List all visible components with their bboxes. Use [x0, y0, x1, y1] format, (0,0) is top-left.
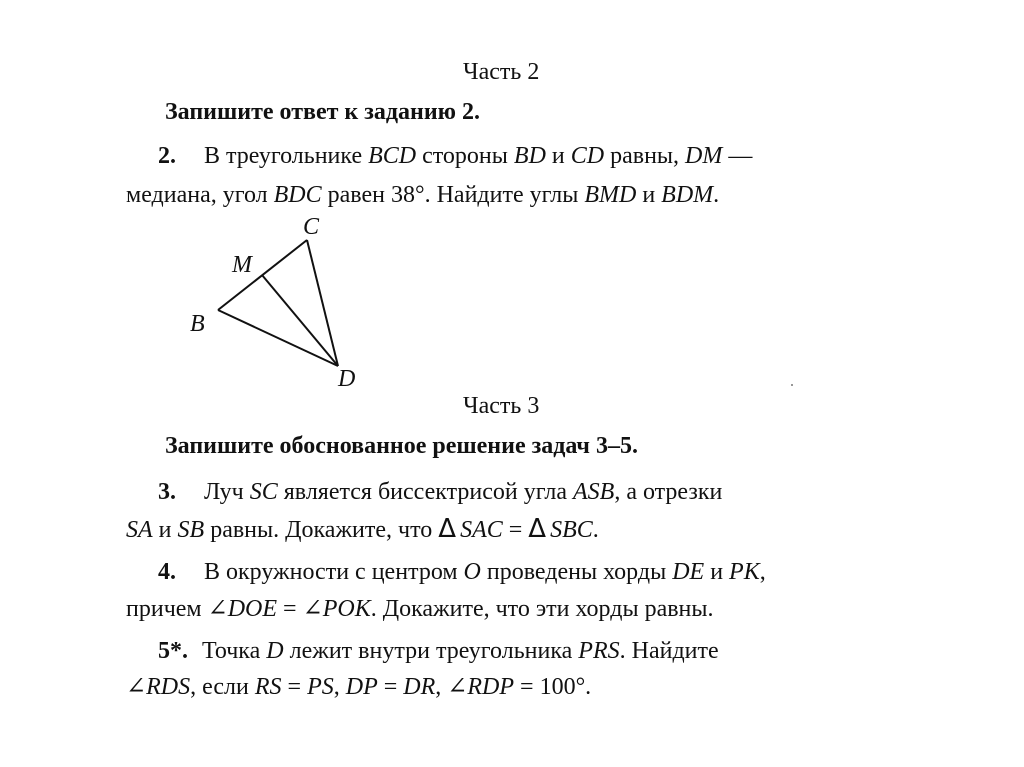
task2-text: и	[636, 182, 662, 208]
task4-text: причем ∠	[126, 596, 228, 622]
math-var: D	[266, 638, 284, 664]
task3-number: 3.	[158, 479, 176, 505]
math-var: SC	[249, 479, 278, 505]
task2-text: равны,	[604, 143, 686, 169]
math-var: CD	[570, 143, 605, 169]
task2-text: и	[545, 143, 571, 169]
task3-text: .	[592, 517, 599, 543]
task4-line2	[126, 595, 714, 623]
task3-text: и	[152, 517, 178, 543]
task5-text: =	[281, 674, 308, 700]
task2-text: стороны	[416, 143, 514, 169]
math-var: SAC	[460, 517, 503, 543]
vertex-label-c: C	[303, 214, 320, 240]
task2-number: 2.	[158, 143, 176, 169]
task3-text: равны. Докажите, что	[204, 517, 439, 543]
task4-text: и	[704, 559, 730, 585]
math-var: SA	[126, 517, 153, 543]
math-var: BMD	[584, 182, 637, 208]
math-var: ASB	[572, 479, 615, 505]
math-var: DM	[685, 143, 723, 169]
vertex-label-m: M	[232, 252, 252, 278]
scan-speck	[791, 384, 793, 386]
part3-instruction: Запишите обоснованное решение задач 3–5.	[165, 433, 638, 459]
math-var: BD	[513, 143, 546, 169]
math-var: BCD	[368, 143, 417, 169]
task2-text: В треугольнике	[204, 143, 369, 169]
task3-line1	[158, 478, 722, 506]
math-var: PK	[729, 559, 760, 585]
task3-text: является биссектрисой угла	[277, 479, 573, 505]
task2-text: .	[713, 182, 720, 208]
task5-text: , если	[190, 674, 255, 700]
task5-text: , ∠	[435, 674, 468, 700]
math-var: RDS	[146, 674, 191, 700]
triangle-symbol: Δ	[528, 514, 547, 544]
task2-text: медиана, угол	[126, 182, 274, 208]
part3-title: Часть 3	[463, 393, 540, 419]
task4-text: . Докажите, что эти хорды равны.	[370, 596, 714, 622]
task5-text: Точка	[202, 638, 267, 664]
task5-text: = 100°.	[514, 674, 592, 700]
task3-text: =	[502, 517, 529, 543]
math-var: DR	[403, 674, 436, 700]
math-var: BDM	[661, 182, 714, 208]
math-var: POK	[322, 596, 371, 622]
side-bd	[218, 310, 338, 366]
triangle-symbol: Δ	[438, 514, 457, 544]
task5-line2	[126, 673, 591, 701]
math-var: DP	[345, 674, 378, 700]
task5-text: ,	[333, 674, 346, 700]
task3-line2	[126, 515, 599, 544]
task5-line1	[158, 637, 719, 665]
task5-text: =	[377, 674, 404, 700]
vertex-label-b: B	[190, 311, 205, 337]
math-var: RDP	[467, 674, 515, 700]
math-var: BDC	[273, 182, 322, 208]
math-var: O	[463, 559, 481, 585]
task5-text: лежит внутри треугольника	[283, 638, 579, 664]
math-var: PRS	[578, 638, 620, 664]
task4-number: 4.	[158, 559, 176, 585]
math-var: DOE	[227, 596, 278, 622]
math-var: SB	[177, 517, 205, 543]
part2-title: Часть 2	[463, 59, 540, 85]
math-var: PS	[307, 674, 334, 700]
math-var: SBC	[550, 517, 593, 543]
task2-line2	[126, 181, 719, 209]
task5-text: ∠	[126, 674, 147, 700]
task4-text: В окружности с центром	[204, 559, 464, 585]
task5-number: 5*.	[158, 638, 188, 664]
task4-text: проведены хорды	[480, 559, 673, 585]
task4-text: ,	[759, 559, 766, 585]
part2-instruction: Запишите ответ к заданию 2.	[165, 99, 481, 125]
triangle-diagram	[180, 210, 370, 390]
task2-line1	[158, 142, 752, 170]
task5-text: . Найдите	[619, 638, 719, 664]
task3-text: Луч	[204, 479, 250, 505]
math-var: DE	[672, 559, 705, 585]
vertex-label-d: D	[338, 366, 356, 390]
task4-text: = ∠	[277, 596, 323, 622]
task2-text: —	[722, 143, 753, 169]
math-var: RS	[254, 674, 282, 700]
task2-text: равен 38°. Найдите углы	[321, 182, 585, 208]
task3-text: , а отрезки	[614, 479, 723, 505]
task4-line1	[158, 558, 766, 586]
